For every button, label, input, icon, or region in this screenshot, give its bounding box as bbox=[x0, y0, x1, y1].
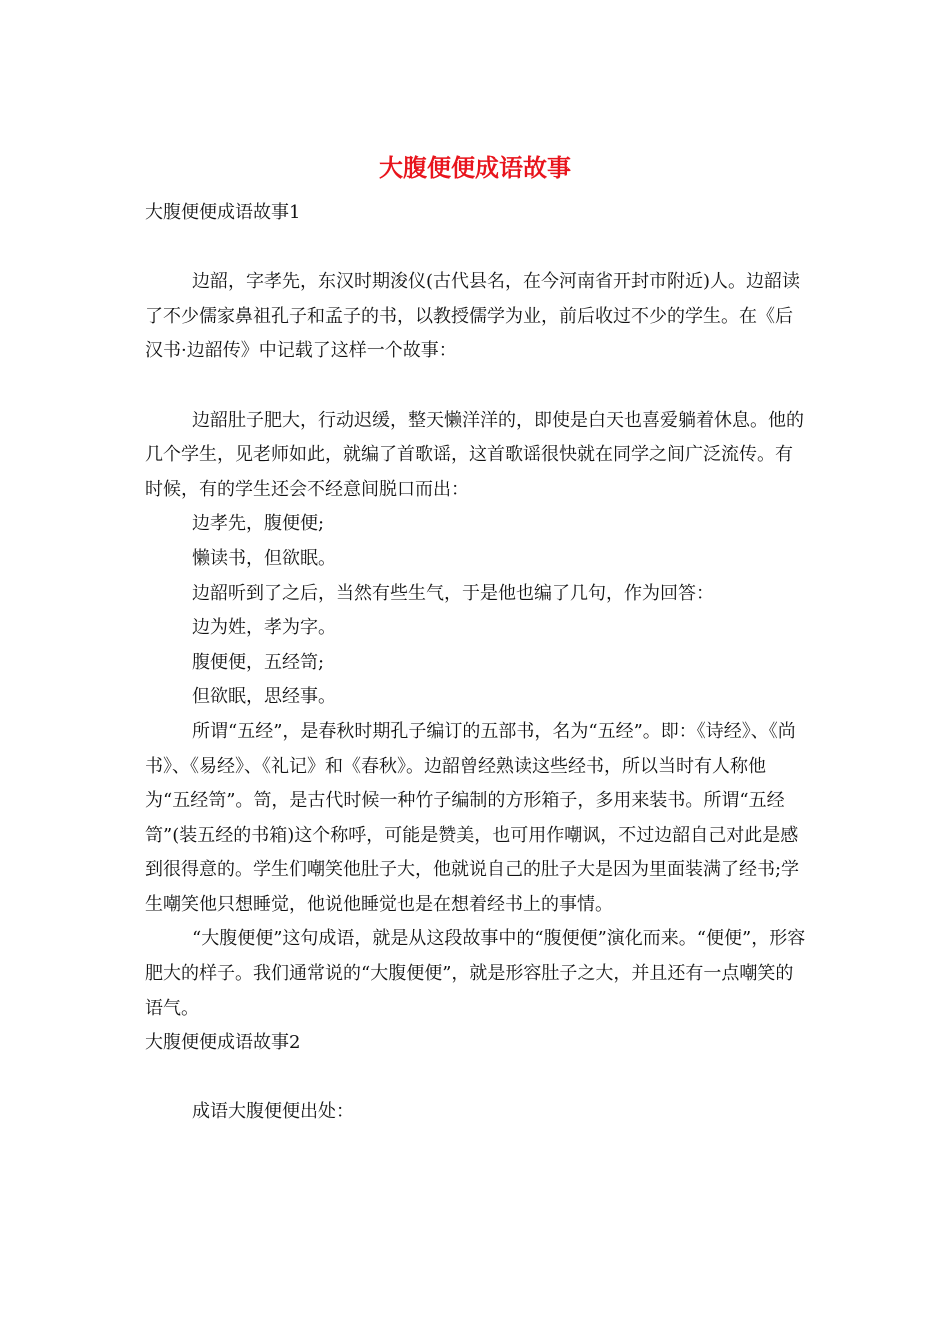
verse-line-2: 懒读书，但欲眠。 bbox=[192, 547, 336, 569]
blank-line bbox=[145, 369, 810, 404]
blank-line bbox=[145, 1061, 810, 1096]
verse-line-1: 边孝先，腹便便; bbox=[192, 513, 325, 535]
paragraph-4: 所谓“五经”，是春秋时期孔子编订的五部书，名为“五经”。即：《诗经》、《尚书》、《易经》、《礼记》和《春秋》。边韶曾经熟读这些经书，所以当时有人称他为“五经笥”。笥，是古代时候一种竹子编制的方形箱子，多用来装书。所谓“五经笥”(装五经的书箱)这个称呼，可能是赞美，也可用作嘲讽，不过边韶自己对此是感到很得意的。学生们嘲笑他肚子大，他就说自己的肚子大是因为里面装满了经书;学生嘲笑他只想睡觉，他说他睡觉也是在想着经书上的事情。 bbox=[145, 720, 800, 915]
blank-line bbox=[145, 231, 810, 266]
paragraph-5: “大腹便便”这句成语，就是从这段故事中的“腹便便”演化而来。“便便”，形容肥大的样子。我们通常说的“大腹便便”，就是形容肚子之大，并且还有一点嘲笑的语气。 bbox=[145, 928, 806, 1019]
document-body bbox=[145, 196, 810, 1130]
paragraph-6: 成语大腹便便出处： bbox=[192, 1101, 354, 1123]
paragraph-1: 边韶，字孝先，东汉时期浚仪(古代县名，在今河南省开封市附近)人。边韶读了不少儒家鼻祖孔子和孟子的书，以教授儒学为业，前后收过不少的学生。在《后汉书·边韶传》中记载了这样一个故事： bbox=[145, 271, 801, 362]
paragraph-2: 边韶肚子肥大，行动迟缓，整天懒洋洋的，即使是白天也喜爱躺着休息。他的几个学生，见老师如此，就编了首歌谣，这首歌谣很快就在同学之间广泛流传。有时候，有的学生还会不经意间脱口而出： bbox=[145, 409, 804, 500]
document-title: 大腹便便成语故事 bbox=[379, 153, 571, 182]
verse-line-4: 腹便便，五经笥; bbox=[192, 651, 325, 673]
verse-line-3: 边为姓，孝为字。 bbox=[192, 617, 336, 639]
paragraph-3: 边韶听到了之后，当然有些生气，于是他也编了几句，作为回答： bbox=[192, 582, 714, 604]
section-heading-2: 大腹便便成语故事2 bbox=[145, 1032, 301, 1054]
verse-line-5: 但欲眠，思经事。 bbox=[192, 686, 336, 708]
section-heading-1: 大腹便便成语故事1 bbox=[145, 202, 301, 223]
